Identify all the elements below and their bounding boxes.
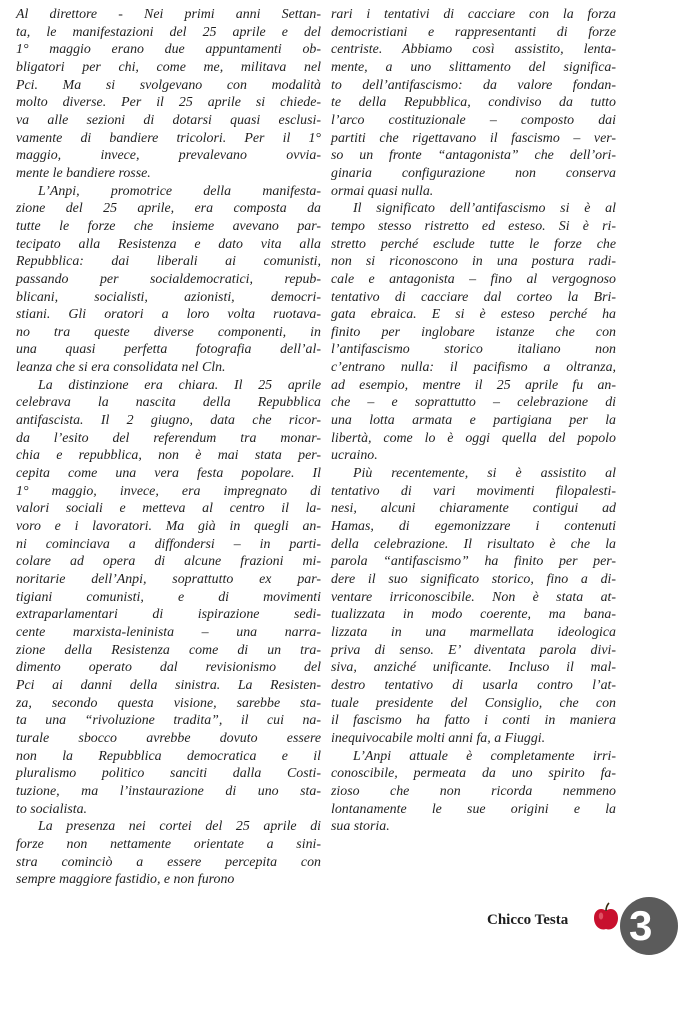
text-line: bligatori per chi, come me, militava nel <box>16 59 321 75</box>
text-line: 1° maggio erano due appuntamenti ob- <box>16 42 321 58</box>
text-line: cale e antagonista – fino al vergognoso <box>331 271 616 287</box>
text-line: c’entrano nulla: il pacifismo a oltranza, <box>331 360 616 376</box>
text-line: tentativo di vari movimenti filopalesti- <box>331 483 616 499</box>
text-line: so un fronte “antagonista” che dell’ori- <box>331 148 616 164</box>
text-line: to socialista. <box>16 801 87 817</box>
text-line: che – e soprattutto – celebrazione di <box>331 395 616 411</box>
text-line: te della Repubblica, condiviso da tutto <box>331 95 616 111</box>
text-line: valori sociali e metteva al centro il la- <box>16 501 321 517</box>
text-line: una quasi perfetta fotografia dell’al- <box>16 342 321 358</box>
text-line: blicani, socialisti, azionisti, democri- <box>16 289 321 305</box>
text-line: mente le bandiere rosse. <box>16 165 151 181</box>
text-line: tuale presidente del Consiglio, che con <box>331 695 616 711</box>
text-line: ta, le manifestazioni del 25 aprile e del <box>16 24 321 40</box>
text-line: democristiani e rappresentanti di forze <box>331 24 616 40</box>
text-line: l’arco costituzionale – composto dai <box>331 112 616 128</box>
text-line: lontanamente le sue origini e la <box>331 801 616 817</box>
text-line: ni cominciava a diffondersi – in parti- <box>16 536 321 552</box>
text-line: no tra queste diverse componenti, in <box>16 324 321 340</box>
text-line: dere il suo significato storico, fino a di- <box>331 572 616 587</box>
text-line: leanza che si era consolidata nel Cln. <box>16 360 226 376</box>
text-line: 1° maggio, invece, era impregnato di <box>16 483 321 499</box>
text-line: Pci ai danni della sinistra. La Resisten- <box>16 677 321 693</box>
text-line: molto diverse. Per il 25 aprile si chiede- <box>16 95 321 111</box>
article-paragraph <box>331 748 616 836</box>
text-line: L’Anpi, promotrice della manifesta- <box>38 183 321 199</box>
text-line: zione della Resistenza come di un tra- <box>16 642 321 658</box>
text-line: tigiani comunisti, e di movimenti <box>16 589 321 605</box>
text-line: stiani. Gli oratori a loro volta ruotava- <box>16 307 321 323</box>
text-line: mente, a uno slittamento del significa- <box>331 59 616 75</box>
text-line: forze non nettamente orientate a sini- <box>16 836 321 852</box>
article-paragraph <box>16 6 321 183</box>
text-line: gata ebraica. E si è esteso perché ha <box>331 307 616 323</box>
text-line: Repubblica: dai liberali ai comunisti, <box>16 254 321 270</box>
text-line: maggio, invece, prevalevano ovvia- <box>16 148 321 164</box>
text-line: celebrava la nascita della Repubblica <box>16 395 321 411</box>
text-line: vamente di bandiere tricolori. Per il 1° <box>16 130 321 146</box>
text-line: Al direttore - Nei primi anni Settan- <box>16 7 321 22</box>
text-line: non si riconoscono in una postura radi- <box>331 254 616 270</box>
text-line: dimento operato dal revisionismo del <box>16 660 321 676</box>
text-line: sua storia. <box>331 819 390 835</box>
text-line: L’Anpi attuale è completamente irri- <box>353 748 616 764</box>
text-line: Il significato dell’antifascismo si è al <box>353 201 616 217</box>
text-line: stra cominciò a essere percepita con <box>16 854 321 870</box>
text-line: zione del 25 aprile, era composta da <box>16 201 321 217</box>
article-column-right <box>331 6 616 836</box>
article-paragraph <box>16 818 321 889</box>
text-line: turale sbocco avrebbe dovuto essere <box>16 730 321 746</box>
text-line: tecipato alla Resistenza e dato vita alla <box>16 236 321 252</box>
article-paragraph <box>331 465 616 748</box>
text-line: della celebrazione. Il risultato è che la <box>331 536 616 552</box>
text-line: ucraino. <box>331 448 378 464</box>
text-line: nesi, alcuni chiaramente contigui ad <box>331 501 616 517</box>
text-line: noritarie dell’Anpi, soprattutto ex par- <box>16 572 321 587</box>
text-line: passando per socialdemocratici, repub- <box>16 271 321 287</box>
article-column-left <box>16 6 321 889</box>
author-signature: Chicco Testa <box>487 912 569 928</box>
text-line: l’antifascismo storico italiano non <box>331 342 616 358</box>
apple-icon <box>593 903 619 931</box>
article-paragraph <box>16 377 321 818</box>
text-line: partiti che rigettavano il fascismo – ver- <box>331 130 616 146</box>
text-line: pluralismo politico sanciti dalla Costi- <box>16 766 321 782</box>
text-line: conoscibile, permeata da uno spirito fa- <box>331 766 616 782</box>
text-line: cente marxista-leninista – una narra- <box>16 624 321 640</box>
text-line: Più recentemente, si è assistito al <box>353 466 616 482</box>
text-line: Hamas, di egemonizzare i contenuti <box>331 519 616 535</box>
text-line: tuzione, ma l’instaurazione di uno sta- <box>16 783 321 799</box>
text-line: ta una “rivoluzione tradita”, il cui na- <box>16 713 321 729</box>
text-line: Pci. Ma si svolgevano con modalità <box>16 77 321 93</box>
article-paragraph <box>16 183 321 377</box>
text-line: parola “antifascismo” ha finito per per- <box>331 554 616 570</box>
text-line: cepita come una vera festa popolare. Il <box>16 466 321 482</box>
text-line: La distinzione era chiara. Il 25 aprile <box>38 377 321 393</box>
text-line: La presenza nei cortei del 25 aprile di <box>38 819 321 835</box>
page-badge: 3 <box>620 897 678 955</box>
text-line: lizzata in una marmellata ideologica <box>331 624 616 640</box>
text-line: voro e i lavoratori. Ma già in quegli an- <box>16 519 321 535</box>
text-line: non la Repubblica democratica e il <box>16 748 321 764</box>
text-line: una lotta armata e partigiana per la <box>331 413 616 429</box>
text-line: chia e repubblica, non è mai stata per- <box>16 448 321 464</box>
text-line: stretto perché esclude tutte le forze che <box>331 236 616 252</box>
text-line: da l’esito del referendum tra monar- <box>16 430 321 446</box>
article-paragraph <box>331 200 616 465</box>
text-line: ad esempio, mentre il 25 aprile fu an- <box>331 377 616 393</box>
text-line: sempre maggiore fastidio, e non furono <box>16 872 235 888</box>
text-line: destro tentativo di usarla contro l’at- <box>331 677 616 693</box>
article-paragraph <box>331 6 616 200</box>
text-line: to dell’antifascismo: da valore fondan- <box>331 77 616 93</box>
text-line: rari i tentativi di cacciare con la forza <box>331 7 616 22</box>
text-line: tempo stesso ristretto ed esteso. Si è ri- <box>331 218 616 234</box>
text-line: zioso che non ricorda nemmeno <box>331 783 616 799</box>
text-line: tualizzata in modo coerente, ma bana- <box>331 607 616 623</box>
text-line: za, secondo questa visione, sarebbe sta- <box>16 695 321 711</box>
text-line: ventare irriconoscibile. Non è stata at- <box>331 589 616 605</box>
text-line: tentativo di cacciare dal corteo la Bri- <box>331 289 616 305</box>
text-line: finito per inglobare istanze che con <box>331 324 616 340</box>
text-line: il fascismo ha fatto i conti in maniera <box>331 713 616 729</box>
text-line: tutte le forze che insieme avevano par- <box>16 218 321 234</box>
text-line: ginaria configurazione non conserva <box>331 165 616 181</box>
text-line: ormai quasi nulla. <box>331 183 434 199</box>
text-line: antifascista. Il 2 giugno, data che ricor- <box>16 413 321 429</box>
text-line: priva di senso. E’ diventata parola divi- <box>331 642 616 658</box>
text-line: siva, anziché unificante. Incluso il mal- <box>331 660 616 676</box>
text-line: va alle sezioni di dotarsi quasi esclusi- <box>16 112 321 128</box>
text-line: libertà, come lo è oggi quella del popolo <box>331 430 616 446</box>
text-line: colare ad opera di alcune frazioni mi- <box>16 554 321 570</box>
text-line: centriste. Abbiamo così assistito, lenta- <box>331 42 616 58</box>
text-line: extraparlamentari di ispirazione sedi- <box>16 607 321 623</box>
text-line: inequivocabile molti anni fa, a Fiuggi. <box>331 730 546 746</box>
